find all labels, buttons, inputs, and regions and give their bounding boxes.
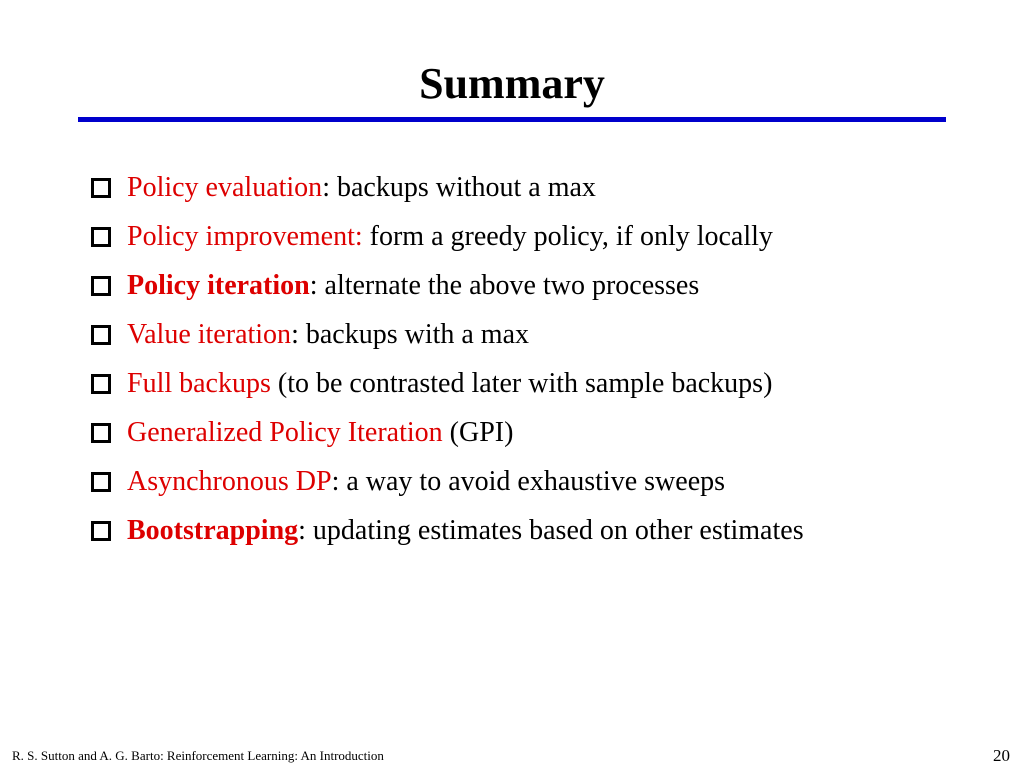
bullet-list xyxy=(88,168,948,560)
bullet-term: Full backups xyxy=(127,368,271,399)
bullet-description: : backups with a max xyxy=(291,319,530,350)
bullet-description: (to be contrasted later with sample backups) xyxy=(270,368,773,399)
square-bullet-icon xyxy=(91,276,111,296)
bullet-item-value-iteration xyxy=(88,315,948,354)
bullet-description: (GPI) xyxy=(442,417,514,448)
bullet-description: form a greedy policy, if only locally xyxy=(362,221,773,252)
bullet-term: Policy evaluation xyxy=(127,172,323,203)
bullet-item-full-backups xyxy=(88,364,948,403)
bullet-description: : alternate the above two processes xyxy=(309,270,700,301)
bullet-item-asynchronous-dp xyxy=(88,462,948,501)
bullet-term: Bootstrapping xyxy=(127,515,299,546)
square-bullet-icon xyxy=(91,178,111,198)
bullet-description: : updating estimates based on other estimates xyxy=(298,515,804,546)
square-bullet-icon xyxy=(91,521,111,541)
bullet-description: : a way to avoid exhaustive sweeps xyxy=(331,466,726,497)
bullet-term: Policy iteration xyxy=(127,270,310,301)
bullet-term: Value iteration xyxy=(127,319,292,350)
bullet-item-policy-improvement xyxy=(88,217,948,256)
square-bullet-icon xyxy=(91,325,111,345)
page-number: 20 xyxy=(993,746,1010,765)
bullet-item-policy-iteration xyxy=(88,266,948,305)
square-bullet-icon xyxy=(91,472,111,492)
footer-citation: R. S. Sutton and A. G. Barto: Reinforcement Learning: An Introduction xyxy=(12,748,384,763)
bullet-item-generalized-policy-iteration xyxy=(88,413,948,452)
bullet-term: Policy improvement: xyxy=(127,221,363,252)
square-bullet-icon xyxy=(91,423,111,443)
bullet-item-policy-evaluation xyxy=(88,168,948,207)
title-divider xyxy=(78,117,946,122)
slide-title: Summary xyxy=(419,59,605,108)
square-bullet-icon xyxy=(91,374,111,394)
square-bullet-icon xyxy=(91,227,111,247)
bullet-description: : backups without a max xyxy=(322,172,596,203)
bullet-item-bootstrapping xyxy=(88,511,948,550)
bullet-term: Asynchronous DP xyxy=(127,466,332,497)
bullet-term: Generalized Policy Iteration xyxy=(127,417,443,448)
